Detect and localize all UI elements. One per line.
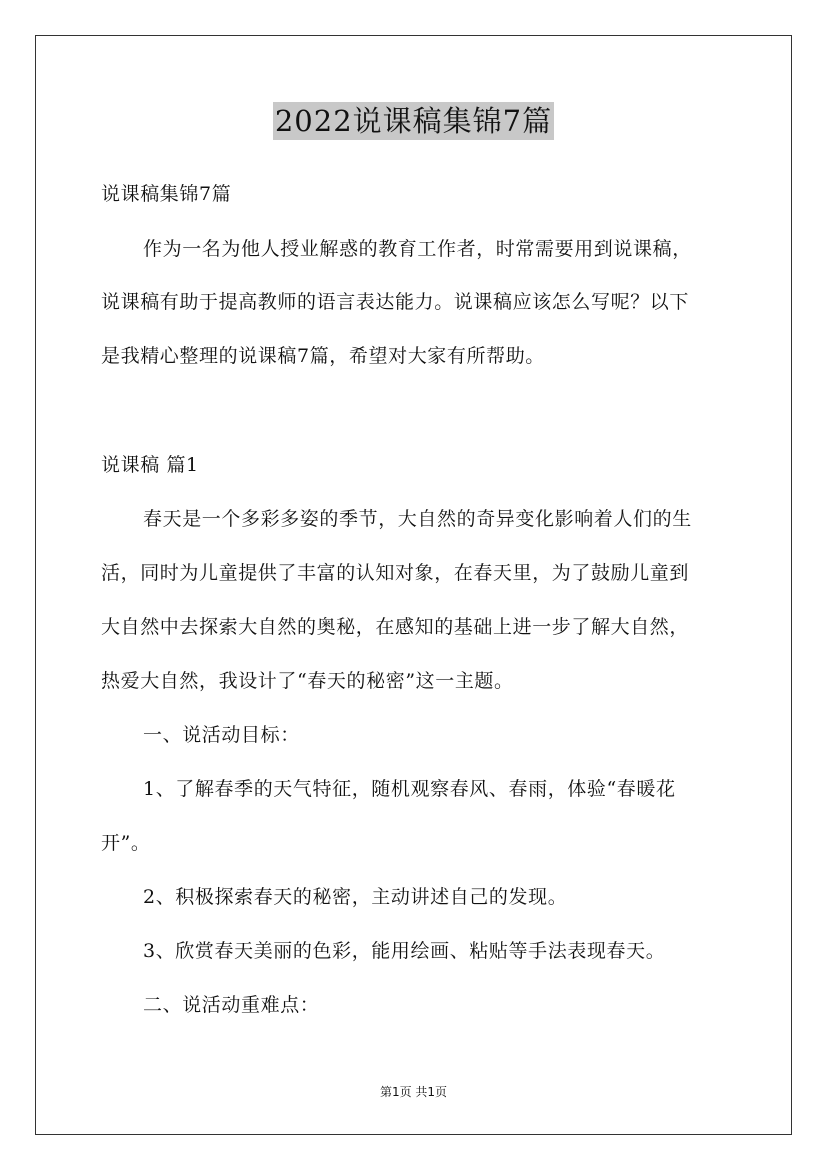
body-line: 开”。 [101, 832, 151, 854]
body-line: 3、欣赏春天美丽的色彩，能用绘画、粘贴等手法表现春天。 [143, 940, 666, 962]
document-title: 2022说课稿集锦7篇 [274, 104, 553, 138]
section-heading: 说课稿 篇1 [101, 454, 199, 476]
body-line: 春天是一个多彩多姿的季节，大自然的奇异变化影响着人们的生 [143, 508, 692, 530]
document-subtitle: 说课稿集锦7篇 [101, 183, 232, 205]
intro-line: 是我精心整理的说课稿7篇，希望对大家有所帮助。 [101, 345, 545, 367]
body-line: 1、了解春季的天气特征，随机观察春风、春雨，体验“春暖花 [143, 778, 676, 800]
intro-line: 作为一名为他人授业解惑的教育工作者，时常需要用到说课稿， [143, 238, 692, 260]
intro-line: 说课稿有助于提高教师的语言表达能力。说课稿应该怎么写呢？以下 [101, 291, 690, 313]
page-footer: 第1页 共1页 [379, 1085, 448, 1099]
body-line: 2、积极探索春天的秘密，主动讲述自己的发现。 [143, 886, 568, 908]
body-line: 一、说活动目标： [143, 724, 300, 746]
title-container [0, 102, 827, 140]
body-line: 大自然中去探索大自然的奥秘，在感知的基础上进一步了解大自然， [101, 616, 690, 638]
body-line: 二、说活动重难点： [143, 994, 320, 1016]
body-line: 活，同时为儿童提供了丰富的认知对象，在春天里，为了鼓励儿童到 [101, 562, 690, 584]
body-line: 热爱大自然，我设计了“春天的秘密”这一主题。 [101, 670, 514, 692]
